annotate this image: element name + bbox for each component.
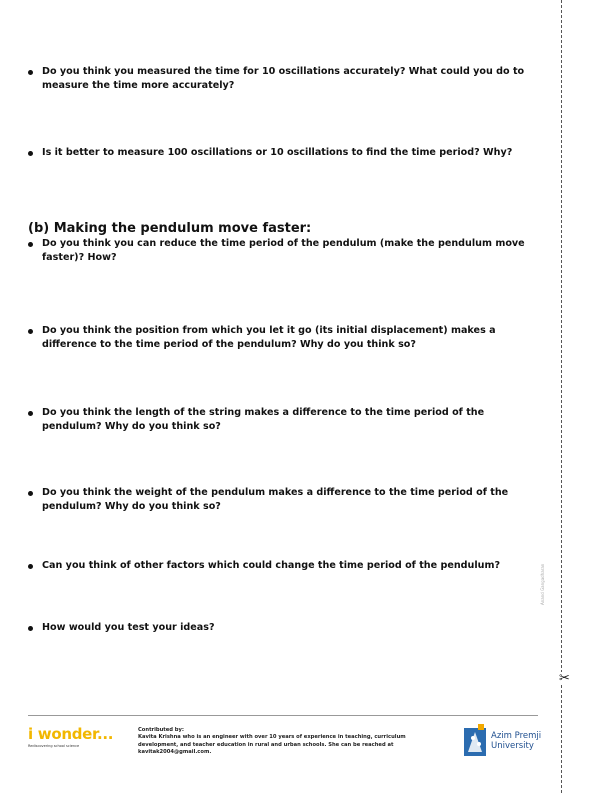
question-item bbox=[28, 486, 538, 514]
question-text: Do you think the length of the string makes a difference to the time period of the pendulum? Why do you think so? bbox=[42, 407, 485, 432]
contributor-note bbox=[138, 727, 438, 756]
question-item bbox=[28, 237, 538, 265]
question-text: Is it better to measure 100 oscillations or 10 oscillations to find the time period? Why? bbox=[42, 147, 513, 158]
side-credit: Anand Gangadharan bbox=[540, 563, 545, 605]
question-text: Can you think of other factors which could change the time period of the pendulum? bbox=[42, 560, 501, 571]
question-text: How would you test your ideas? bbox=[42, 622, 215, 633]
bullet-icon bbox=[28, 70, 33, 75]
i-wonder-logo bbox=[28, 726, 113, 748]
brand-tagline: Rediscovering school science bbox=[28, 744, 80, 748]
question-item bbox=[28, 324, 538, 352]
scissor-icon: ✂ bbox=[559, 671, 570, 686]
footer-divider bbox=[28, 715, 538, 716]
brand-name: i wonder... bbox=[28, 725, 114, 743]
bullet-icon bbox=[28, 491, 33, 496]
contributor-title: Contributed by: bbox=[138, 727, 184, 733]
bullet-icon bbox=[28, 242, 33, 247]
bullet-icon bbox=[28, 564, 33, 569]
question-text: Do you think the position from which you let it go (its initial displacement) makes a difference to the time period of the pendulum? Why do you think so? bbox=[42, 325, 496, 350]
bullet-icon bbox=[28, 626, 33, 631]
university-emblem-icon bbox=[464, 724, 488, 756]
contributor-body: Kavita Krishna who is an engineer with over 10 years of experience in teaching, curriculum development, and teacher education in rural and urban schools. She can be reached at kavitak2004@gmail.com. bbox=[138, 734, 406, 755]
university-logo bbox=[464, 724, 544, 760]
question-text: Do you think the weight of the pendulum makes a difference to the time period of the pendulum? Why do you think so? bbox=[42, 487, 509, 512]
bullet-icon bbox=[28, 151, 33, 156]
question-text: Do you think you measured the time for 10 oscillations accurately? What could you do to measure the time more accurately? bbox=[42, 66, 525, 91]
university-name bbox=[491, 732, 541, 751]
university-name-line2: University bbox=[491, 740, 534, 751]
bullet-icon bbox=[28, 411, 33, 416]
university-name-line1: Azim Premji bbox=[491, 731, 542, 741]
section-heading: (b) Making the pendulum move faster: bbox=[28, 221, 312, 236]
question-item bbox=[28, 406, 538, 434]
question-item bbox=[28, 65, 538, 93]
bullet-icon bbox=[28, 329, 33, 334]
question-item bbox=[28, 559, 538, 573]
question-text: Do you think you can reduce the time period of the pendulum (make the pendulum move faster)? How? bbox=[42, 238, 525, 263]
question-item bbox=[28, 146, 538, 160]
question-item bbox=[28, 621, 538, 635]
